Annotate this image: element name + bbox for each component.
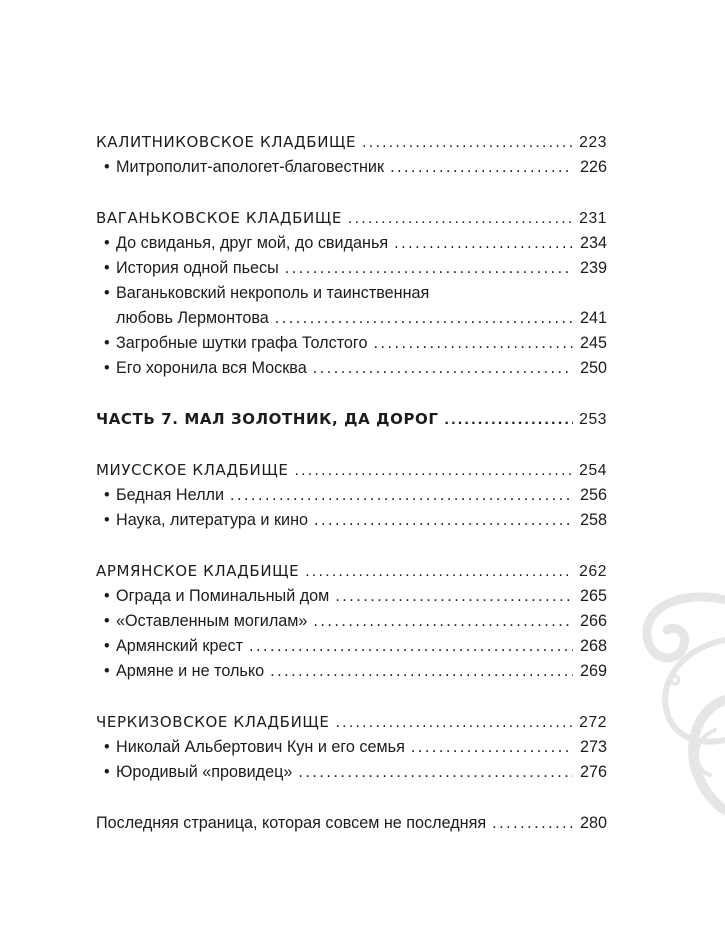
- page-number: 231: [579, 210, 607, 227]
- dot-leader: [313, 356, 573, 381]
- toc-entry[interactable]: [96, 735, 607, 760]
- bullet-icon: [104, 584, 116, 609]
- bullet-icon: [104, 155, 116, 180]
- dot-leader: [394, 231, 573, 256]
- bullet-icon: [104, 659, 116, 684]
- toc-entry[interactable]: [96, 634, 607, 659]
- toc-entry[interactable]: [96, 609, 607, 634]
- toc-section-heading[interactable]: [96, 130, 607, 155]
- dot-leader: [270, 659, 573, 684]
- bullet-icon: [104, 356, 116, 381]
- dot-leader: [285, 256, 573, 281]
- entry-title: Армяне и не только: [116, 662, 265, 680]
- dot-leader: [335, 584, 573, 609]
- entry-title: История одной пьесы: [116, 259, 279, 277]
- toc-part-heading[interactable]: [96, 407, 607, 432]
- toc-entry[interactable]: [96, 256, 607, 281]
- entry-title: Последняя страница, которая совсем не последняя: [96, 814, 487, 832]
- entry-title: Бедная Нелли: [116, 486, 225, 504]
- section-title: КАЛИТНИКОВСКОЕ КЛАДБИЩЕ: [96, 133, 357, 151]
- entry-title: Наука, литература и кино: [116, 511, 309, 529]
- page-number: 226: [579, 158, 607, 176]
- toc-section-heading[interactable]: [96, 206, 607, 231]
- page-number: 266: [579, 612, 607, 630]
- bullet-icon: [104, 634, 116, 659]
- entry-title: Юродивый «провидец»: [116, 763, 293, 781]
- page-number: 234: [579, 234, 607, 252]
- dot-leader: [335, 710, 573, 735]
- bullet-icon: [104, 609, 116, 634]
- toc-section-heading[interactable]: [96, 458, 607, 483]
- entry-title: Николай Альбертович Кун и его семья: [116, 738, 405, 756]
- entry-title: Армянский крест: [116, 637, 243, 655]
- toc-entry[interactable]: [96, 659, 607, 684]
- table-of-contents: [96, 130, 607, 836]
- section-title: АРМЯНСКОЕ КЛАДБИЩЕ: [96, 562, 300, 580]
- page-number: 253: [579, 411, 607, 428]
- dot-leader: [230, 483, 573, 508]
- entry-title-line2: любовь Лермонтова: [116, 309, 269, 327]
- toc-entry[interactable]: [96, 356, 607, 381]
- toc-entry-first-line[interactable]: [96, 281, 607, 306]
- dot-leader: [298, 760, 573, 785]
- page-number: 272: [579, 714, 607, 731]
- dot-leader: [249, 634, 573, 659]
- page-number: 254: [579, 462, 607, 479]
- entry-title: Ограда и Поминальный дом: [116, 587, 330, 605]
- toc-entry[interactable]: [96, 483, 607, 508]
- page-number: 280: [579, 814, 607, 832]
- page-number: 239: [579, 259, 607, 277]
- page-number: 265: [579, 587, 607, 605]
- dot-leader: [445, 407, 573, 432]
- entry-title: Митрополит-апологет-благовестник: [116, 158, 385, 176]
- entry-title: До свиданья, друг мой, до свиданья: [116, 234, 389, 252]
- toc-entry[interactable]: [96, 584, 607, 609]
- dot-leader: [294, 458, 573, 483]
- page-number: 268: [579, 637, 607, 655]
- entry-title-line1: Ваганьковский некрополь и таинственная: [116, 284, 430, 302]
- page-number: 273: [579, 738, 607, 756]
- dot-leader: [492, 811, 573, 836]
- page-number: 250: [579, 359, 607, 377]
- page-number: 258: [579, 511, 607, 529]
- bullet-icon: [104, 735, 116, 760]
- bullet-icon: [104, 281, 116, 306]
- decorative-flourish-icon: [615, 580, 725, 850]
- dot-leader: [305, 559, 573, 584]
- bullet-icon: [104, 508, 116, 533]
- entry-title: Загробные шутки графа Толстого: [116, 334, 368, 352]
- toc-entry[interactable]: [96, 231, 607, 256]
- toc-entry[interactable]: [96, 331, 607, 356]
- page-number: 245: [579, 334, 607, 352]
- page-number: 256: [579, 486, 607, 504]
- dot-leader: [314, 508, 573, 533]
- toc-entry[interactable]: [96, 155, 607, 180]
- toc-entry[interactable]: [96, 760, 607, 785]
- page-number: 276: [579, 763, 607, 781]
- toc-section-heading[interactable]: [96, 710, 607, 735]
- entry-title: Его хоронила вся Москва: [116, 359, 307, 377]
- dot-leader: [411, 735, 573, 760]
- page-number: 241: [579, 309, 607, 327]
- entry-title: «Оставленным могилам»: [116, 612, 308, 630]
- dot-leader: [390, 155, 573, 180]
- toc-entry[interactable]: [96, 306, 607, 331]
- bullet-icon: [104, 331, 116, 356]
- bullet-icon: [104, 231, 116, 256]
- section-title: ЧЕРКИЗОВСКОЕ КЛАДБИЩЕ: [96, 713, 330, 731]
- page-number: 223: [579, 134, 607, 151]
- bullet-icon: [104, 760, 116, 785]
- toc-section-heading[interactable]: [96, 559, 607, 584]
- page-number: 269: [579, 662, 607, 680]
- part-title: ЧАСТЬ 7. МАЛ ЗОЛОТНИК, ДА ДОРОГ: [96, 410, 439, 428]
- dot-leader: [373, 331, 573, 356]
- bullet-icon: [104, 483, 116, 508]
- dot-leader: [275, 306, 573, 331]
- bullet-icon: [104, 256, 116, 281]
- dot-leader: [313, 609, 573, 634]
- page-number: 262: [579, 563, 607, 580]
- toc-final-entry[interactable]: [96, 811, 607, 836]
- section-title: ВАГАНЬКОВСКОЕ КЛАДБИЩЕ: [96, 209, 342, 227]
- toc-entry[interactable]: [96, 508, 607, 533]
- dot-leader: [348, 206, 573, 231]
- section-title: МИУССКОЕ КЛАДБИЩЕ: [96, 461, 289, 479]
- dot-leader: [362, 130, 573, 155]
